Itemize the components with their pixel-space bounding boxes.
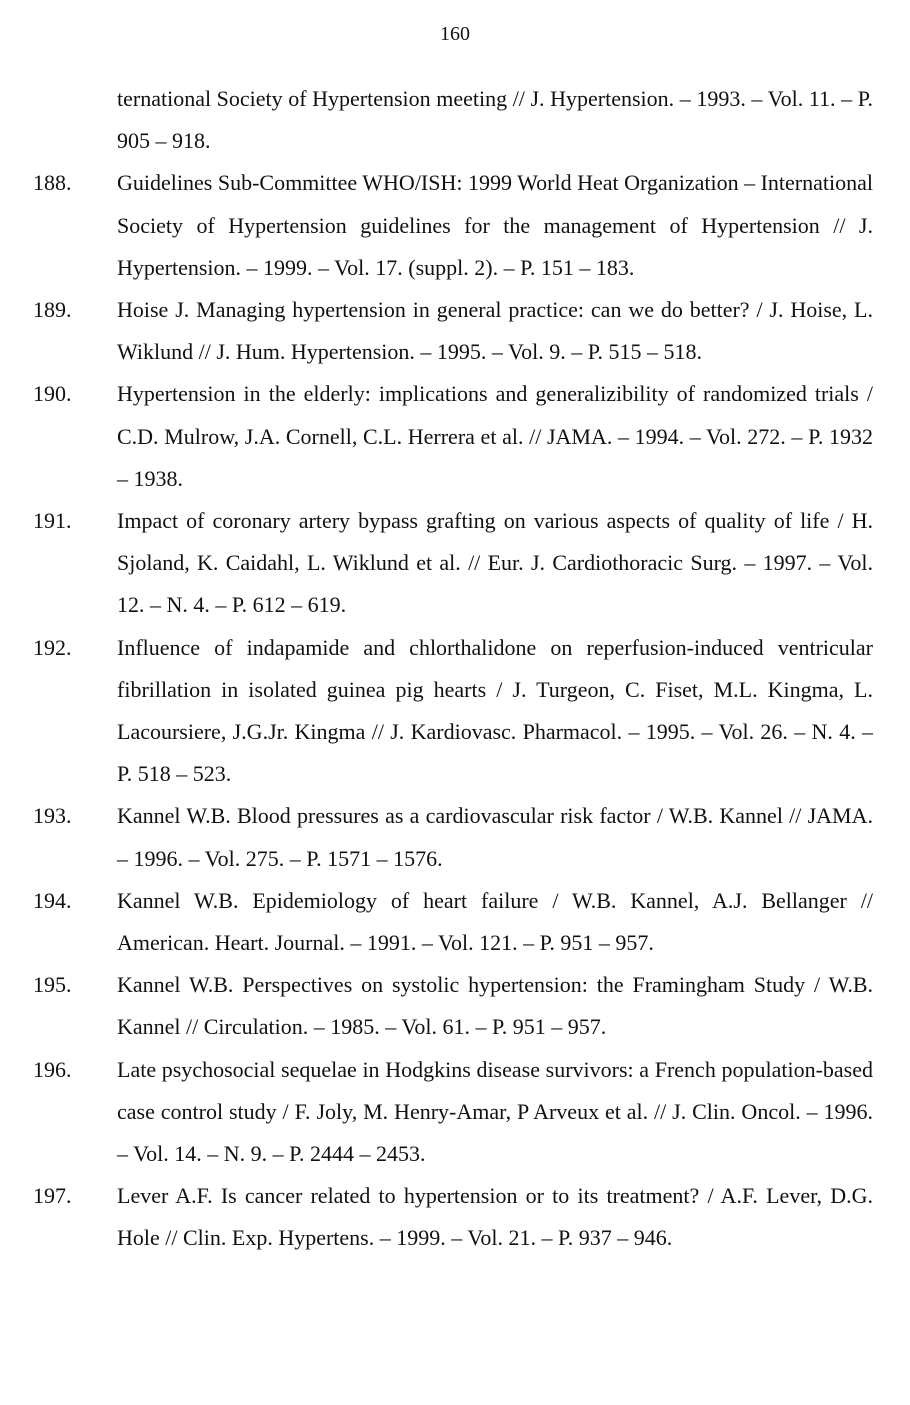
reference-number: 194. [33, 887, 72, 913]
reference-item-191 [33, 500, 873, 627]
reference-number: 197. [33, 1183, 72, 1209]
reference-text: ternational Society of Hypertension meeting // J. Hypertension. – 1993. – Vol. 11. – P. 905 – 918. [117, 86, 873, 154]
reference-number: 193. [33, 803, 72, 829]
reference-text: Late psychosocial sequelae in Hodgkins disease survivors: a French population-based case control study / F. Joly, M. Henry-Amar, P Arveux et al. // J. Clin. Oncol. – 1996. – Vol. 14. – N. 9. – P. 2444 – 2453. [117, 1056, 873, 1167]
reference-item-190 [33, 373, 873, 500]
reference-text: Kannel W.B. Blood pressures as a cardiovascular risk factor / W.B. Kannel // JAMA. – 1996. – Vol. 275. – P. 1571 – 1576. [117, 803, 873, 871]
reference-item-194 [33, 880, 873, 964]
reference-number: 190. [33, 381, 72, 407]
reference-item-195 [33, 964, 873, 1048]
reference-text: Hoise J. Managing hypertension in general practice: can we do better? / J. Hoise, L. Wiklund // J. Hum. Hypertension. – 1995. – Vol. 9. – P. 515 – 518. [117, 297, 873, 365]
reference-item-188 [33, 162, 873, 289]
reference-text: Impact of coronary artery bypass grafting on various aspects of quality of life / H. Sjoland, K. Caidahl, L. Wiklund et al. // Eur. J. Cardiothoracic Surg. – 1997. – Vol. 12. – N. 4. – P. 612 – 619. [117, 508, 873, 618]
reference-number: 195. [33, 972, 72, 998]
reference-list [33, 78, 873, 1260]
reference-item-193 [33, 795, 873, 879]
reference-text: Lever A.F. Is cancer related to hypertension or to its treatment? / A.F. Lever, D.G. Hole // Clin. Exp. Hypertens. – 1999. – Vol. 21. – P. 937 – 946. [117, 1183, 873, 1251]
reference-item-continued [33, 78, 873, 162]
reference-number: 191. [33, 508, 72, 534]
page-number: 160 [440, 23, 470, 45]
reference-item-189 [33, 289, 873, 373]
reference-item-192 [33, 627, 873, 796]
reference-number: 196. [33, 1056, 72, 1082]
reference-text: Guidelines Sub-Committee WHO/ISH: 1999 World Heat Organization – International Society of Hypertension guidelines for the management of Hypertension // J. Hypertension. – 1999. – Vol. 17. (suppl. 2). – P. 151 – 183. [117, 170, 873, 280]
reference-number: 189. [33, 297, 72, 323]
reference-text: Influence of indapamide and chlorthalidone on reperfusion-induced ventricular fibrillation in isolated guinea pig hearts / J. Turgeon, C. Fiset, M.L. Kingma, L. Lacoursiere, J.G.Jr. Kingma // J. Kardiovasc. Pharmacol. – 1995. – Vol. 26. – N. 4. – P. 518 – 523. [117, 634, 873, 787]
reference-text: Kannel W.B. Epidemiology of heart failure / W.B. Kannel, A.J. Bellanger // American. Heart. Journal. – 1991. – Vol. 121. – P. 951 – 957. [117, 887, 873, 956]
reference-text: Hypertension in the elderly: implications and generalizibility of randomized trials / C.D. Mulrow, J.A. Cornell, C.L. Herrera et al. // JAMA. – 1994. – Vol. 272. – P. 1932 – 1938. [117, 381, 873, 491]
reference-text: Kannel W.B. Perspectives on systolic hypertension: the Framingham Study / W.B. Kannel // Circulation. – 1985. – Vol. 61. – P. 951 – 957. [117, 972, 873, 1040]
reference-item-197 [33, 1175, 873, 1259]
reference-item-196 [33, 1049, 873, 1176]
reference-number: 192. [33, 634, 72, 660]
reference-number: 188. [33, 170, 72, 196]
